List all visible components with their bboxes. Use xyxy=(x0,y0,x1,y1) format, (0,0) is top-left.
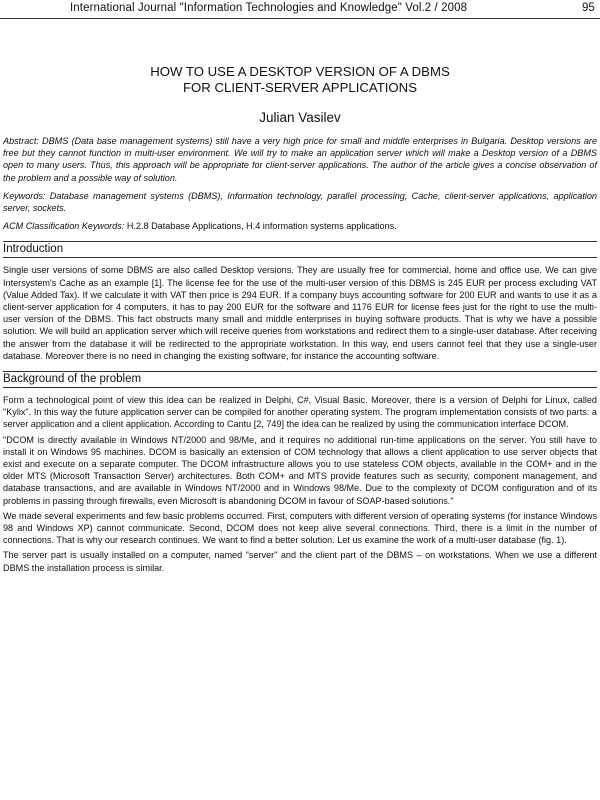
quote-paragraph: "DCOM is directly available in Windows NT/2000 and 98/Me, and it requires no additional run-time applications on the server. You still have to install it on Windows 95 machines. DCOM is basically an extension of COM technology that allows a client application to use server objects that exist and execute on a separate computer. The DCOM infrastructure allows you to use stateless COM objects, available in the COM+ and in the older MTS (Microsoft Transaction Server) architectures. Both COM+ and MTS provide features such as security, component management, and database transactions, and are available in Windows NT/2000 and in Windows 98/Me. Due to the complexity of DCOM configuration and of its problems in passing through firewalls, even Microsoft is abandoning DCOM in favour of SOAP-based solutions." xyxy=(3,434,597,506)
article-body xyxy=(3,64,597,574)
paper-title-line-2: FOR CLIENT-SERVER APPLICATIONS xyxy=(182,80,417,95)
author-name: Julian Vasilev xyxy=(259,110,341,125)
journal-name: International Journal "Information Technologies and Knowledge" Vol.2 / 2008 xyxy=(70,2,468,14)
paragraph: Single user versions of some DBMS are also called Desktop versions. They are usually free for commercial, home and office use. We can give Intersystem's Cache as an example [1]. The license fee for the use of the multi-user version of this DBMS is 245 EUR per process excluding VAT (Value Added Tax). If we calculate it with VAT then price is 294 EUR. If a company buys accounting software for 200 EUR and wants to use it as a client-server application for 4 computers, it has to pay 200 EUR for the software and 1176 EUR for license fees just for the right to use the multi-user version of the DBMS. This fact obstructs many small and middle enterprises in buying software products. That is why we have a possible solution. We will build an application server which will receive queries from workstations and redirect them to a single-user database. After receiving the answer from the database it will be redirected to the appropriate workstation. In this way, end users cannot feel that they use a single-user database. Moreover there is no need in changing the existing software, for instance the accounting software. xyxy=(3,265,597,361)
section-heading-introduction: Introduction xyxy=(3,241,597,258)
acm-classification xyxy=(3,220,597,232)
paper-title xyxy=(3,64,597,96)
page-number: 95 xyxy=(582,2,595,14)
paragraph: Form a technological point of view this idea can be realized in Delphi, C#, Visual Basic. Moreover, there is a version of Delphi for Linux, called "Kylix". In this way the future application server can be compiled for another operating system. The program implementation consists of two parts: a server application and a client application. According to Cantu [2, 749] the idea can be realized by using the communication interface DCOM. xyxy=(3,395,597,430)
abstract: Abstract: DBMS (Data base management systems) still have a very high price for small and middle enterprises in Bulgaria. Desktop versions are free but they cannot function in multi-user environment. We will try to make an application server which will make a Desktop version of a DBMS open to many users. Thus, this approach will be appropriate for client-server applications. The author of the article gives a concise observation of the problem and a possible way of solution. xyxy=(3,136,597,183)
acm-label: ACM Classification Keywords: xyxy=(3,221,125,232)
section-heading-background: Background of the problem xyxy=(3,371,597,388)
paper-title-line-1: HOW TO USE A DESKTOP VERSION OF A DBMS xyxy=(150,64,450,79)
keywords: Keywords: Database management systems (DBMS), Information technology, parallel processing, Cache, client-server applications, application server, sockets. xyxy=(3,190,597,214)
paragraph: The server part is usually installed on a computer, named "server" and the client part of the DBMS – on workstations. When we use a different DBMS the installation process is similar. xyxy=(3,550,597,573)
acm-value: H.2.8 Database Applications, H.4 information systems applications. xyxy=(124,221,397,232)
running-header xyxy=(0,0,600,19)
paragraph: We made several experiments and few basic problems occurred. First, computers with different version of operating systems (for instance Windows 98 and Windows XP) cannot communicate. Second, DCOM does not keep alive several connections. Third, there is a limit in the number of connections. That is why our research continues. We want to find a better solution. Let us examine the work of a multi-user database (fig. 1). xyxy=(3,510,597,546)
